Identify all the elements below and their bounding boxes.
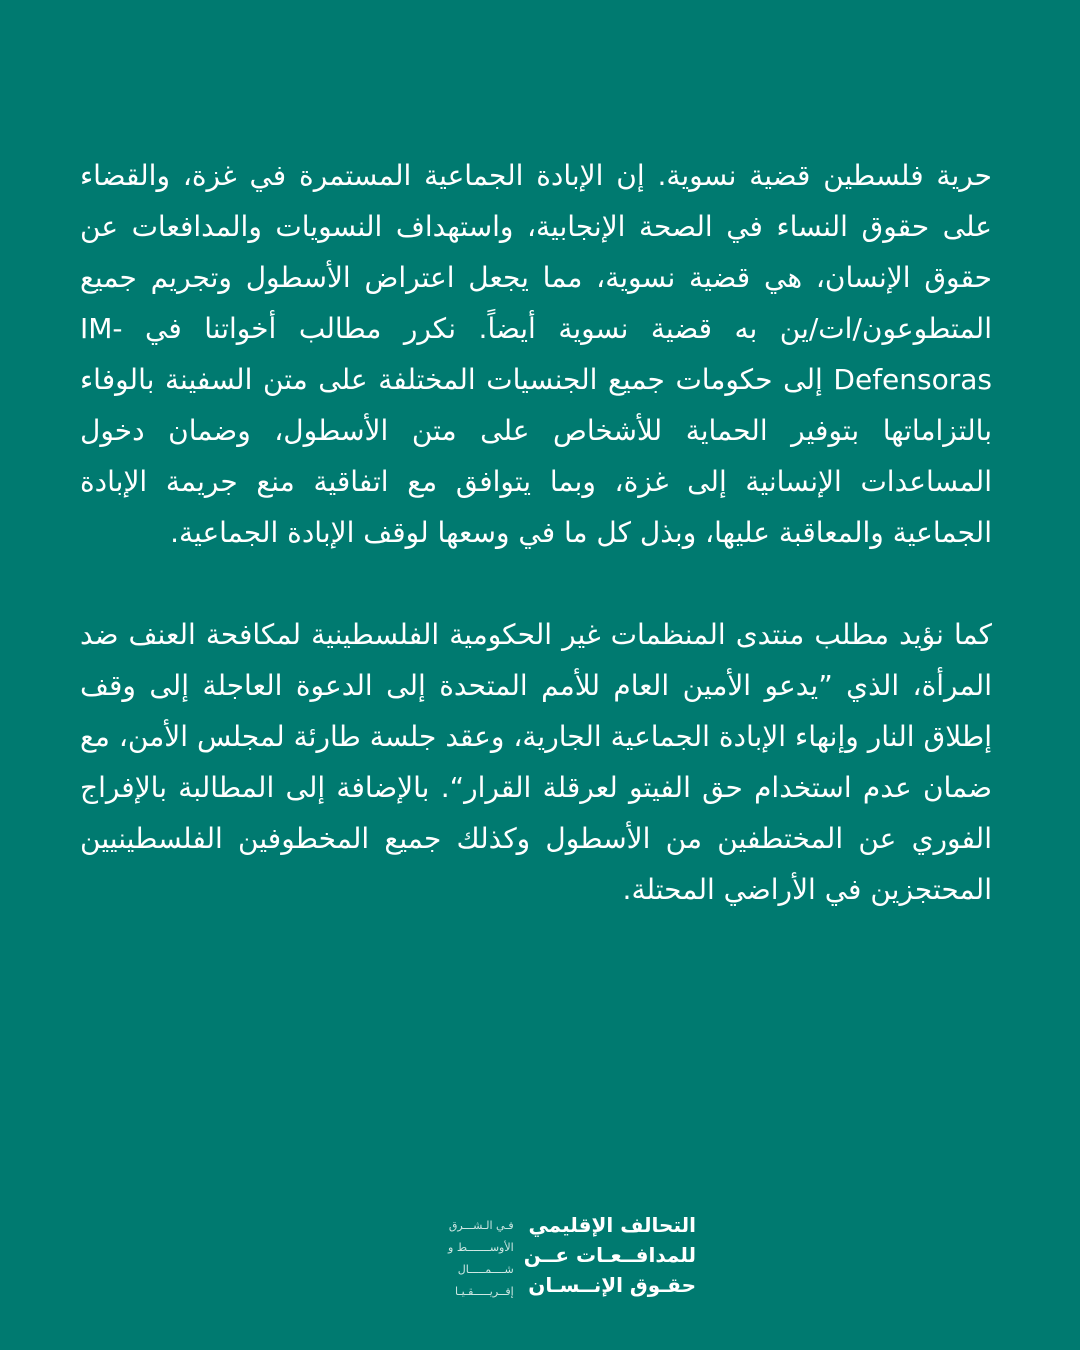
logo-sub-line: شــــمـــــال <box>457 1263 514 1276</box>
statement-paragraph: حرية فلسطين قضية نسوية. إن الإبادة الجماعية المستمرة في غزة، والقضاء على حقوق النساء في الصحة الإنجابية، واستهداف النسويات والمدافعات عن حقوق الإنسان، هي قضية نسوية، مما يجعل اعتراض الأسطول وتجريم جميع المتطوعون/ات/ين به قضية نسوية أيضاً. نكرر مطالب أخواتنا في IM-Defensoras إلى حكومات جميع الجنسيات المختلفة على متن السفينة بالوفاء بالتزاماتها بتوفير الحماية للأشخاص على متن الأسطول، وضمان دخول المساعدات الإنسانية إلى غزة، وبما يتوافق مع اتفاقية منع جريمة الإبادة الجماعية والمعاقبة عليها، وبذل كل ما في وسعها لوقف الإبادة الجماعية. <box>80 159 992 549</box>
logo-main-line: للمدافــعـات عــن <box>523 1243 696 1267</box>
logo-main-line: حقـوق الإنــسـان <box>528 1273 696 1297</box>
statement-text <box>80 150 992 915</box>
logo-main-text <box>524 1212 696 1298</box>
coalition-logo <box>384 1212 696 1304</box>
statement-paragraph: كما نؤيد مطلب منتدى المنظمات غير الحكومية الفلسطينية لمكافحة العنف ضد المرأة، الذي ”يدعو الأمين العام للأمم المتحدة إلى الدعوة العاجلة إلى وقف إطلاق النار وإنهاء الإبادة الجماعية الجارية، وعقد جلسة طارئة لمجلس الأمن، مع ضمان عدم استخدام حق الفيتو لعرقلة القرار“. بالإضافة إلى المطالبة بالإفراج الفوري عن المختطفين من الأسطول وكذلك جميع المخطوفين الفلسطينيين المحتجزين في الأراضي المحتلة. <box>80 618 992 906</box>
logo-sub-text <box>448 1212 514 1301</box>
logo-sub-line: فـي الـشـــرق <box>448 1219 514 1232</box>
logo-sub-line: إفــريـــــقـيـا <box>455 1285 514 1298</box>
logo-main-line: التحالف الإقليمي <box>528 1213 696 1237</box>
logo-sub-line: الأوســـــــط و <box>448 1241 514 1254</box>
